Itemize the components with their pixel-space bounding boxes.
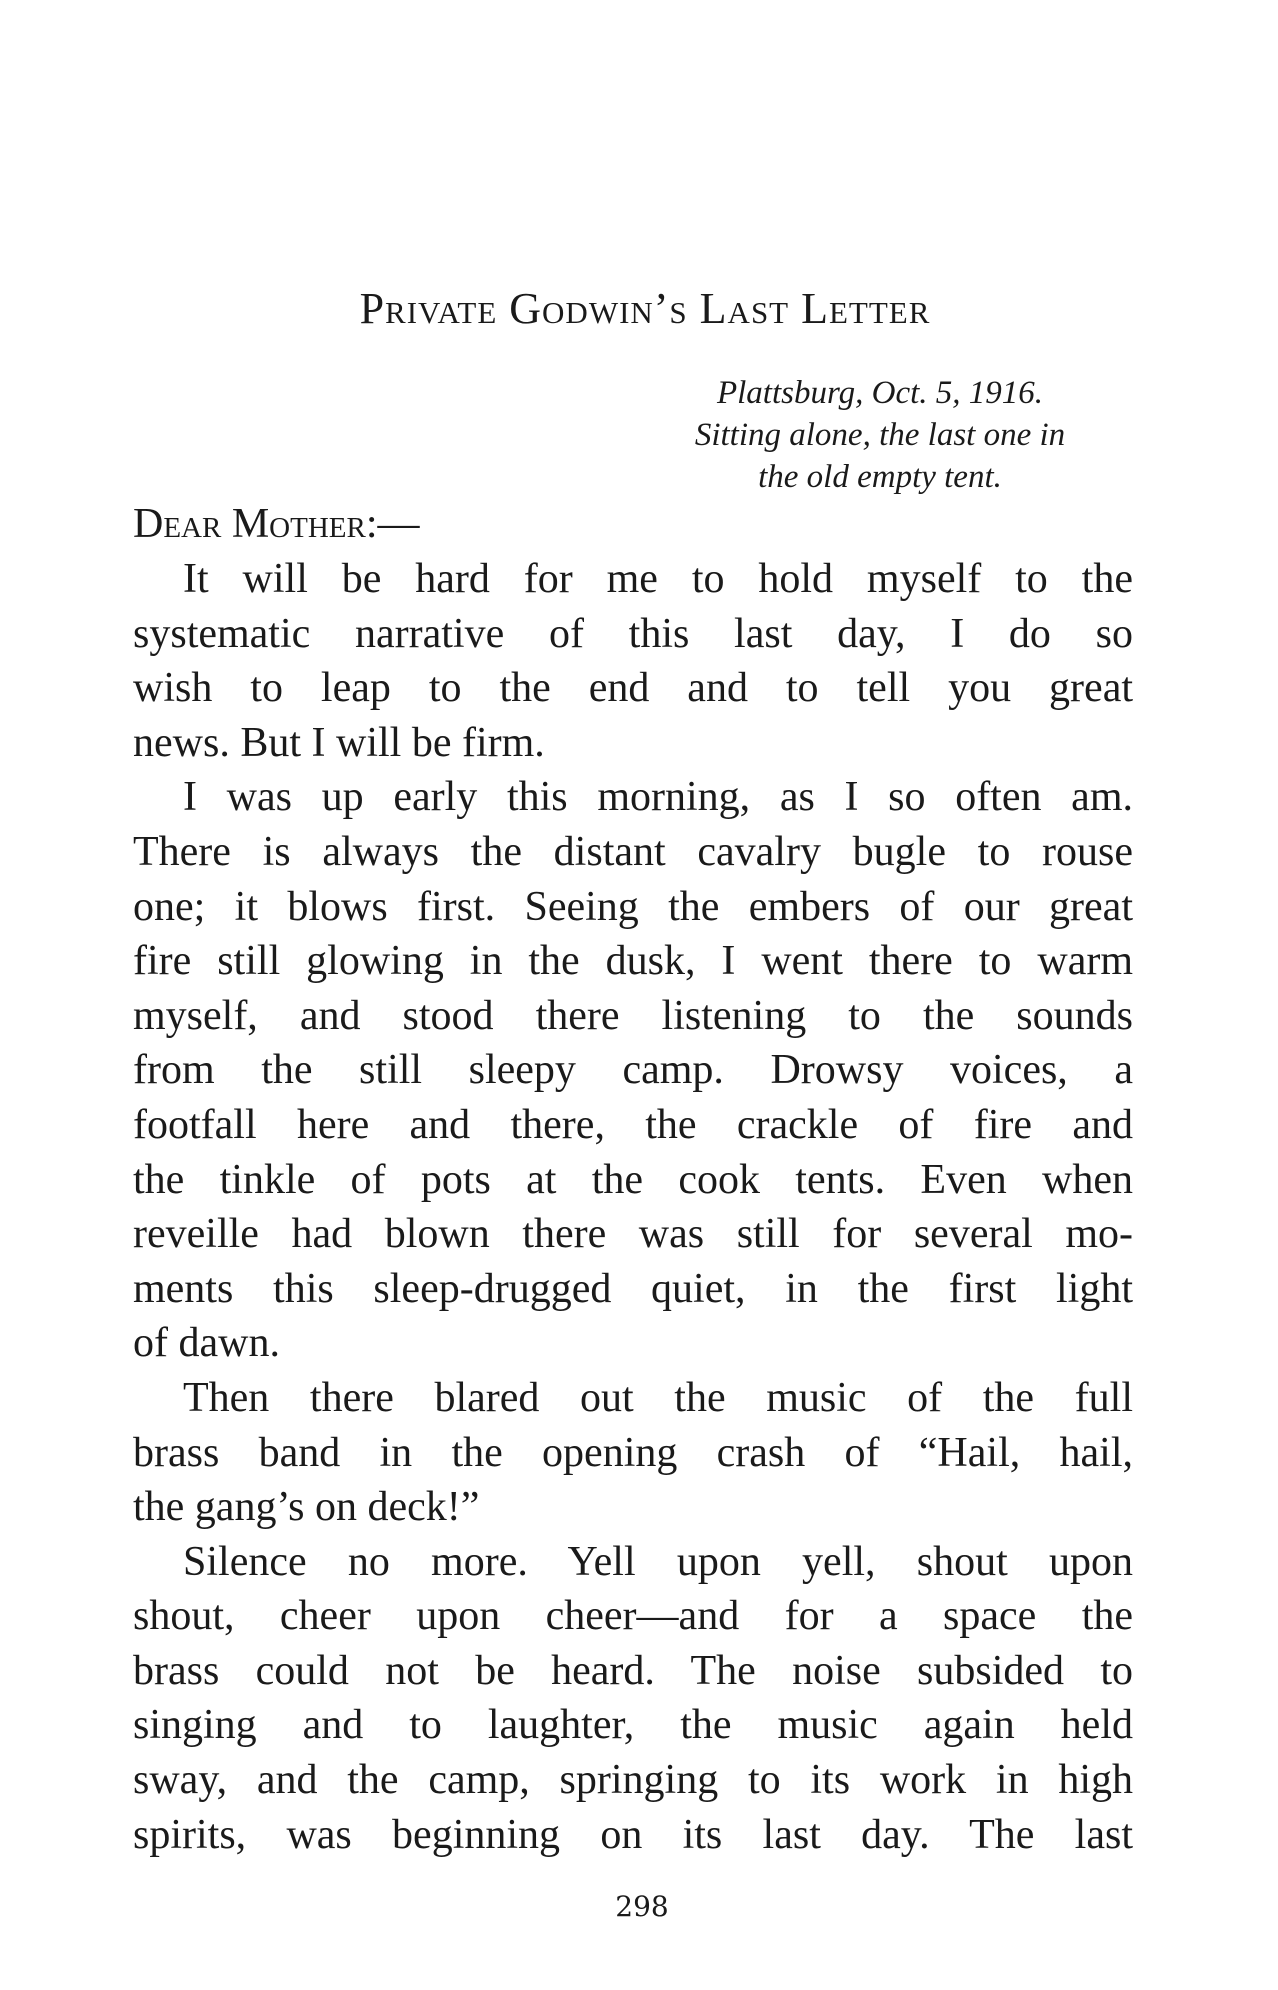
paragraph (133, 1535, 1133, 1863)
text-line: systematic narrative of this last day, I do so (133, 610, 1133, 657)
text-line: fire still glowing in the dusk, I went there to warm (133, 938, 1133, 985)
text-line: one; it blows first. Seeing the embers of our great (133, 883, 1133, 930)
dateline-line: Sitting alone, the last one in (694, 417, 1066, 453)
text-line: singing and to laughter, the music again held (133, 1702, 1133, 1749)
text-line: wish to leap to the end and to tell you great (133, 665, 1133, 712)
paragraph (133, 770, 1133, 1371)
text-line: I was up early this morning, as I so often am. (183, 774, 1133, 821)
text-line: news. But I will be firm. (133, 719, 545, 766)
text-line: the tinkle of pots at the cook tents. Even when (133, 1156, 1133, 1203)
dateline-line: the old empty tent. (758, 459, 1002, 495)
text-line: footfall here and there, the crackle of fire and (133, 1101, 1133, 1148)
text-line: There is always the distant cavalry bugle to rouse (133, 828, 1133, 875)
page-number: 298 (615, 1890, 669, 1923)
letter-body (133, 552, 1133, 1862)
text-line: myself, and stood there listening to the sounds (133, 992, 1133, 1039)
text-line: brass band in the opening crash of “Hail, hail, (133, 1429, 1133, 1476)
text-line: It will be hard for me to hold myself to the (183, 556, 1133, 602)
page-title: Private Godwin’s Last Letter (359, 284, 931, 333)
text-line: reveille had blown there was still for several mo- (133, 1211, 1133, 1258)
text-line: brass could not be heard. The noise subsided to (133, 1647, 1133, 1694)
text-line: shout, cheer upon cheer—and for a space the (133, 1593, 1133, 1640)
paragraph (133, 1371, 1133, 1535)
text-line: sway, and the camp, springing to its work in high (133, 1757, 1133, 1804)
text-line: Silence no more. Yell upon yell, shout upon (183, 1538, 1133, 1585)
dateline-line: Plattsburg, Oct. 5, 1916. (716, 375, 1044, 411)
dateline (640, 372, 1120, 498)
paragraph (133, 552, 1133, 770)
salutation: Dear Mother:— (133, 501, 420, 547)
text-line: Then there blared out the music of the full (183, 1374, 1133, 1421)
text-line: the gang’s on deck!” (133, 1484, 480, 1531)
text-line: spirits, was beginning on its last day. The last (133, 1811, 1133, 1858)
text-line: ments this sleep-drugged quiet, in the first light (133, 1265, 1133, 1312)
text-line: from the still sleepy camp. Drowsy voices, a (133, 1047, 1133, 1094)
text-line: of dawn. (133, 1320, 280, 1367)
